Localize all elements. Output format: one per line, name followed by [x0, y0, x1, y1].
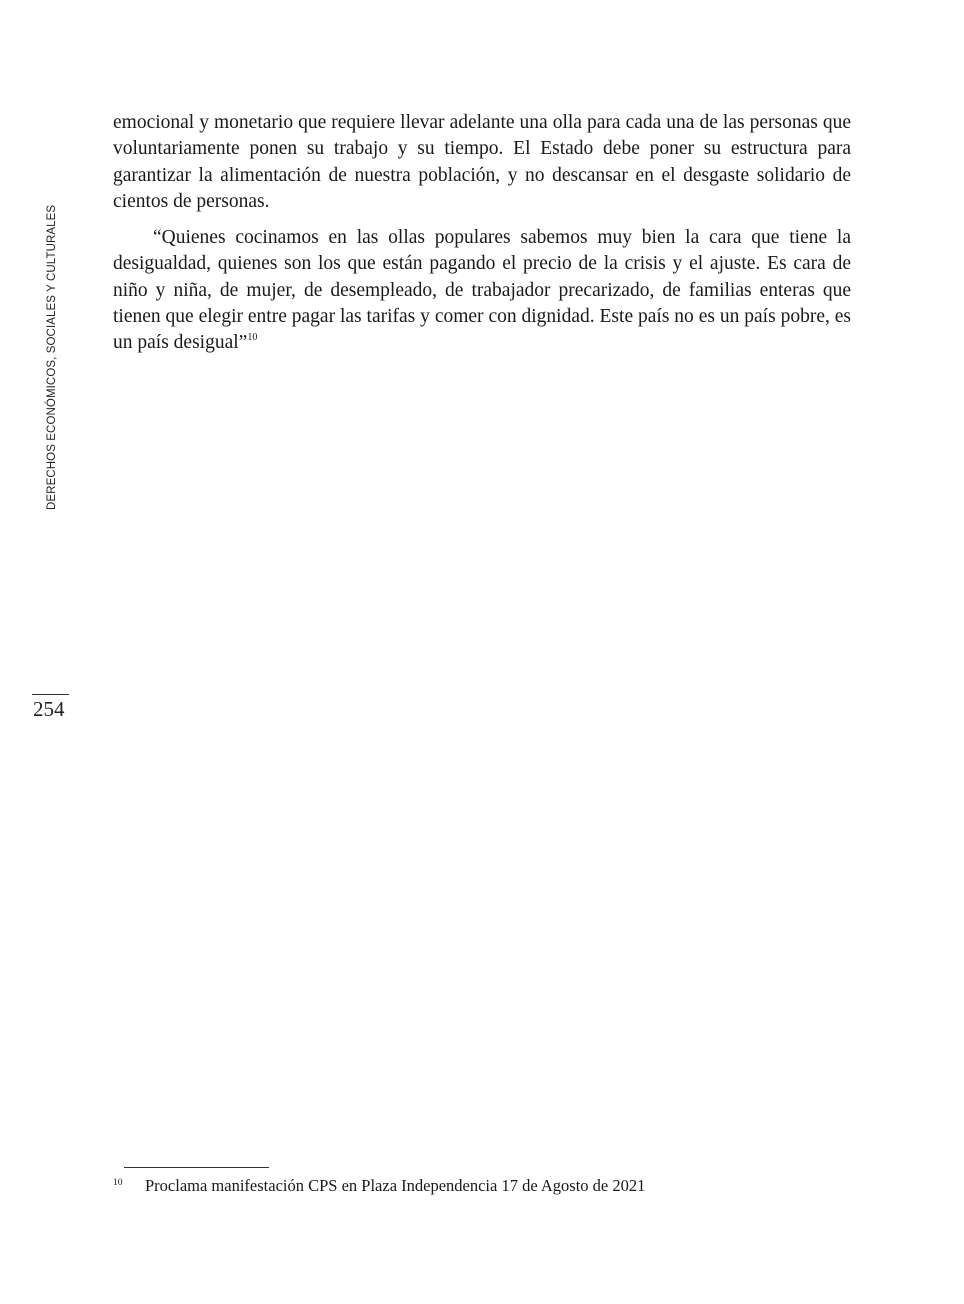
- footnote-separator: [124, 1167, 269, 1168]
- body-text: [113, 110, 851, 357]
- paragraph: emocional y monetario que requiere llevar adelante una olla para cada una de las personas que voluntariamente ponen su trabajo y su tiempo. El Estado debe poner su estructura para garantizar la alimentación de nuestra población, y no descansar en el desgaste solidario de cientos de personas.: [113, 112, 851, 212]
- page-number-rule: [32, 694, 69, 695]
- running-header: DERECHOS ECONÓMICOS, SOCIALES Y CULTURALES: [46, 204, 58, 510]
- quote-paragraph: [113, 225, 851, 356]
- footnote-text: Proclama manifestación CPS en Plaza Independencia 17 de Agosto de 2021: [145, 1176, 646, 1195]
- quote-text: “Quienes cocinamos en las ollas populares sabemos muy bien la cara que tiene la desigualdad, quienes son los que están pagando el precio de la crisis y el ajuste. Es cara de niño y niña, de mujer, de desempleado, de trabajador precarizado, de familias enteras que tienen que elegir entre pagar las tarifas y comer con dignidad. Este país no es un país pobre, es un país desigual”: [113, 227, 851, 354]
- footnote-reference[interactable]: 10: [247, 332, 258, 344]
- page-number: 254: [33, 697, 65, 721]
- footnote: 10 Proclama manifestación CPS en Plaza Independencia 17 de Agosto de 2021: [113, 1176, 646, 1195]
